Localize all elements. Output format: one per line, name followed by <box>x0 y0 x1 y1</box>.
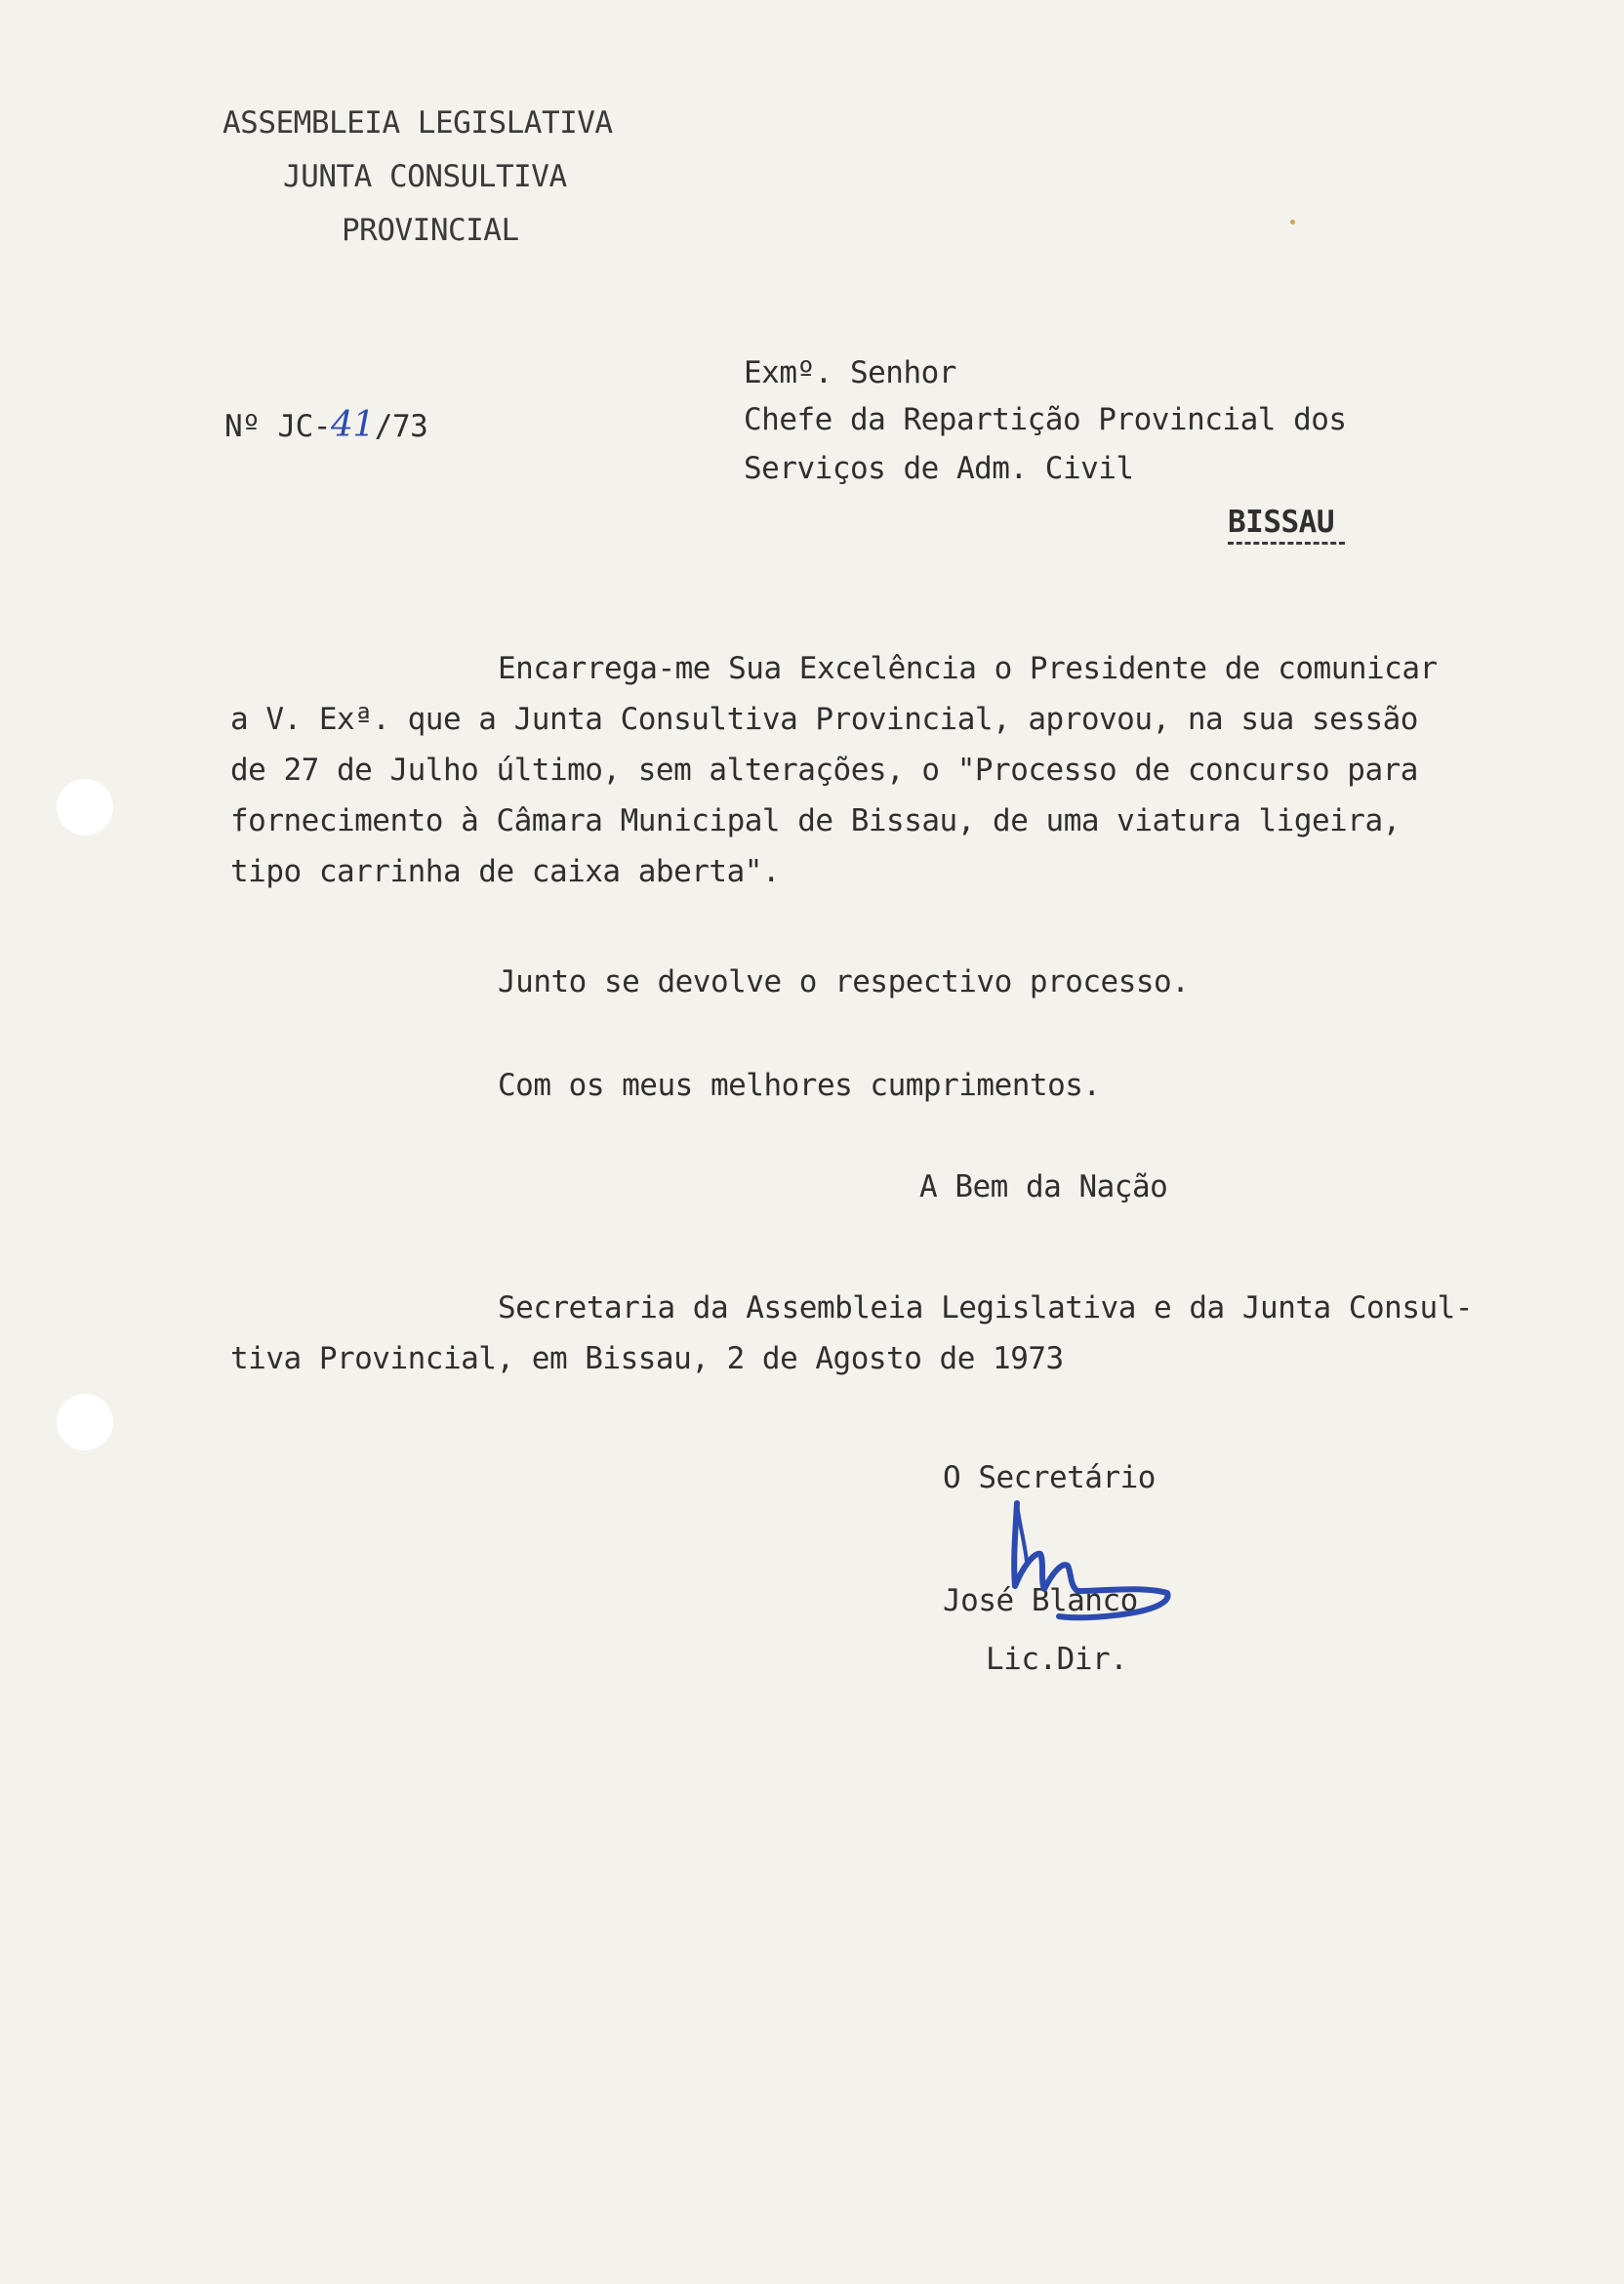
addressee-city-underline <box>1228 542 1345 545</box>
paragraph-1-line-1: Encarrega-me Sua Excelência o Presidente de comunicar <box>498 651 1438 686</box>
addressee-line-1: Chefe da Repartição Provincial dos <box>744 402 1347 437</box>
paragraph-1-line-4: fornecimento à Câmara Municipal de Bissau, de uma viatura ligeira, <box>230 803 1401 838</box>
signatory-title: O Secretário <box>943 1460 1156 1495</box>
reference-prefix: Nº JC- <box>224 409 331 444</box>
paragraph-1-line-2: a V. Exª. que a Junta Consultiva Provincial, aprovou, na sua sessão <box>230 702 1418 737</box>
location-line-1: Secretaria da Assembleia Legislativa e da Junta Consul- <box>498 1290 1473 1326</box>
reference-handwritten-number: 41 <box>330 405 375 445</box>
letterhead-line-3: PROVINCIAL <box>342 213 519 248</box>
reference-suffix: /73 <box>374 409 428 444</box>
punch-hole-bottom <box>57 1394 113 1450</box>
punch-hole-top <box>57 779 113 836</box>
letterhead-line-1: ASSEMBLEIA LEGISLATIVA <box>223 105 613 141</box>
addressee-line-2: Serviços de Adm. Civil <box>744 451 1134 486</box>
signatory-name: José Blanco <box>943 1583 1138 1618</box>
addressee-salutation: Exmº. Senhor <box>744 355 956 390</box>
closing-salutation: A Bem da Nação <box>919 1169 1168 1204</box>
letterhead-line-2: JUNTA CONSULTIVA <box>283 159 567 194</box>
body-paragraph-2: Junto se devolve o respectivo processo. <box>498 964 1190 999</box>
signatory-credentials: Lic.Dir. <box>986 1642 1128 1677</box>
body-paragraph-3: Com os meus melhores cumprimentos. <box>498 1068 1101 1103</box>
paragraph-1-line-3: de 27 de Julho último, sem alterações, o "Processo de concurso para <box>230 753 1418 788</box>
handwritten-signature <box>976 1484 1200 1630</box>
paper-speck <box>1290 220 1295 224</box>
addressee-city: BISSAU <box>1228 505 1334 540</box>
location-line-2: tiva Provincial, em Bissau, 2 de Agosto de 1973 <box>230 1341 1064 1376</box>
paragraph-1-line-5: tipo carrinha de caixa aberta". <box>230 854 781 889</box>
reference-number <box>224 406 427 446</box>
